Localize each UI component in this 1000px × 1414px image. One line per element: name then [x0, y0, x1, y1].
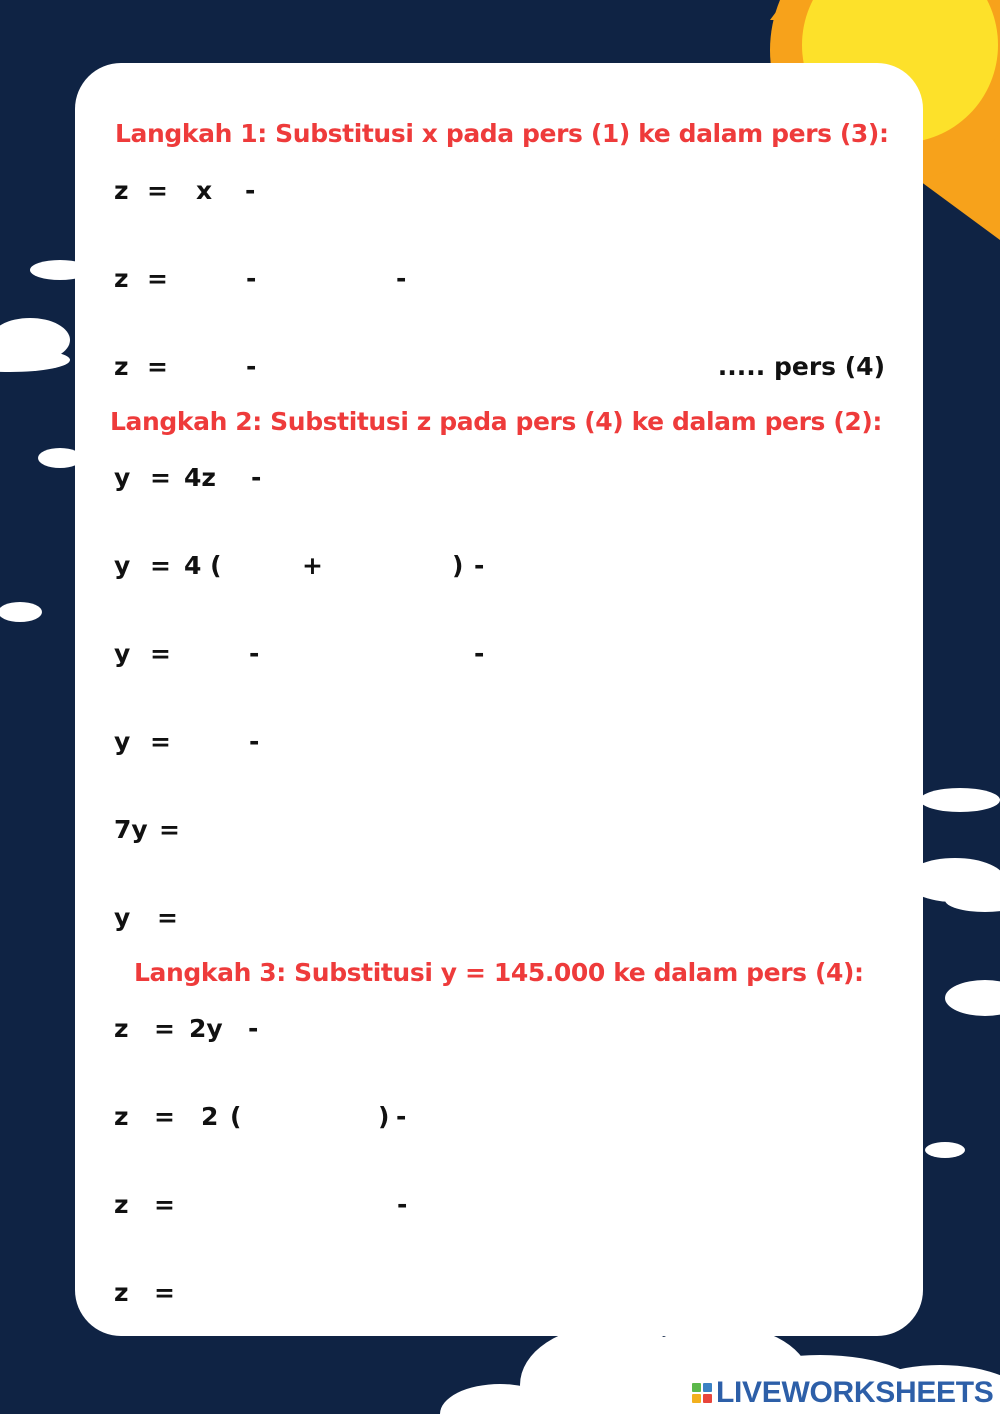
- expr-token: =: [147, 176, 168, 205]
- step2-heading: Langkah 2: Substitusi z pada pers (4) ke dalam pers (2):: [110, 407, 882, 436]
- expr-token: =: [157, 903, 178, 932]
- expr-token: z: [114, 352, 129, 381]
- expr-token: +: [302, 551, 323, 580]
- expr-token: z: [114, 1278, 129, 1307]
- expr-token: y: [114, 727, 131, 756]
- expr-token: -: [397, 1190, 408, 1219]
- expr-token: ): [452, 551, 464, 580]
- expr-token: =: [154, 1190, 175, 1219]
- expr-token: y: [114, 551, 131, 580]
- expr-token: =: [154, 1014, 175, 1043]
- expr-token: -: [249, 727, 260, 756]
- expr-token: -: [396, 264, 407, 293]
- expr-token: ): [378, 1102, 390, 1131]
- expr-token: -: [249, 639, 260, 668]
- expr-token: =: [150, 727, 171, 756]
- expr-token: =: [150, 639, 171, 668]
- liveworksheets-logo[interactable]: [692, 1376, 994, 1410]
- expr-token: =: [154, 1102, 175, 1131]
- expr-token: y: [114, 903, 131, 932]
- equation-tag: ..... pers (4): [717, 352, 885, 381]
- expr-token: -: [474, 639, 485, 668]
- expr-token: z: [114, 1102, 129, 1131]
- expr-token: 2y: [189, 1014, 223, 1043]
- expr-token: z: [114, 264, 129, 293]
- expr-token: =: [150, 551, 171, 580]
- expr-token: 7y: [114, 815, 148, 844]
- logo-text: LIVEWORKSHEETS: [716, 1376, 994, 1409]
- expr-token: =: [150, 463, 171, 492]
- expr-token: 4 (: [184, 551, 222, 580]
- expr-token: -: [251, 463, 262, 492]
- expr-token: (: [230, 1102, 242, 1131]
- logo-mark-icon: [692, 1383, 712, 1403]
- worksheet-card: [75, 63, 923, 1336]
- expr-token: =: [154, 1278, 175, 1307]
- expr-token: 2: [201, 1102, 219, 1131]
- expr-token: z: [114, 1190, 129, 1219]
- expr-token: -: [246, 264, 257, 293]
- expr-token: =: [159, 815, 180, 844]
- expr-token: y: [114, 639, 131, 668]
- expr-token: z: [114, 1014, 129, 1043]
- expr-token: -: [246, 352, 257, 381]
- step3-heading: Langkah 3: Substitusi y = 145.000 ke dalam pers (4):: [134, 958, 864, 987]
- step1-heading: Langkah 1: Substitusi x pada pers (1) ke dalam pers (3):: [115, 119, 889, 148]
- expr-token: -: [396, 1102, 407, 1131]
- expr-token: 4z: [184, 463, 216, 492]
- expr-token: -: [248, 1014, 259, 1043]
- expr-token: =: [147, 264, 168, 293]
- expr-token: z: [114, 176, 129, 205]
- expr-token: x: [196, 176, 213, 205]
- expr-token: =: [147, 352, 168, 381]
- expr-token: -: [245, 176, 256, 205]
- expr-token: y: [114, 463, 131, 492]
- expr-token: -: [474, 551, 485, 580]
